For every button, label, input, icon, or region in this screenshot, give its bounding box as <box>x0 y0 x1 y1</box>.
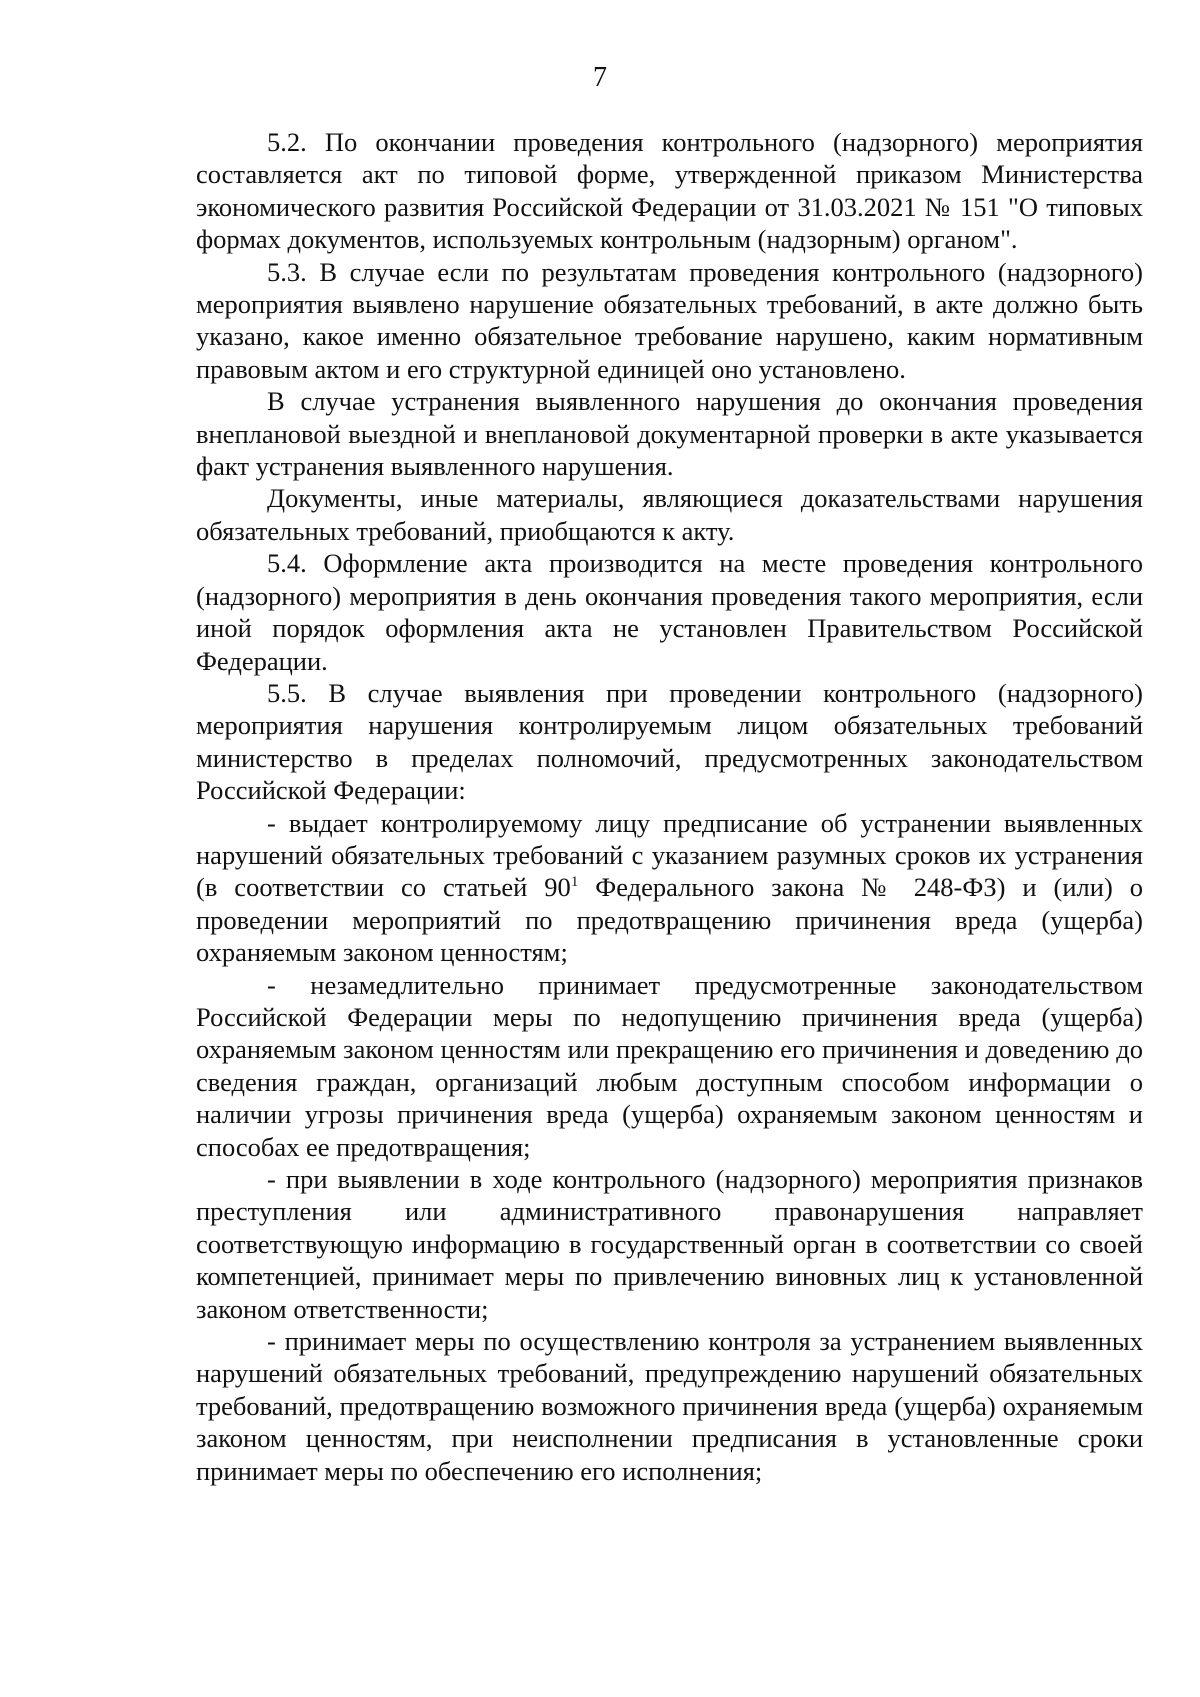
footnote-superscript: 1 <box>570 874 579 891</box>
list-item-text: Федерального закона № 248-ФЗ) и (или) о проведении мероприятий по предотвращению причинения вреда (ущерба) охраняемым законом ценностям; <box>196 872 1143 968</box>
paragraph-violation-fix: В случае устранения выявленного нарушения до окончания проведения внеплановой выездной и внеплановой документарной проверки в акте указывается факт устранения выявленного нарушения. <box>196 386 1143 482</box>
list-item-crime-report: - при выявлении в ходе контрольного (надзорного) мероприятия признаков преступления или административного правонарушения направляет соответствующую информацию в государственный орган в соответствии со своей компетенцией, принимает меры по привлечению виновных лиц к установленной законом ответственности; <box>196 1164 1143 1324</box>
list-item-urgent-measures: - незамедлительно принимает предусмотренные законодательством Российской Федерации меры по недопущению причинения вреда (ущерба) охраняемым законом ценностям или прекращению его причинения и доведению до сведения граждан, организаций любым доступным способом информации о наличии угрозы причинения вреда (ущерба) охраняемым законом ценностям и способах ее предотвращения; <box>196 969 1143 1162</box>
list-item-text: - выдает контролируемому лицу предписание об устранении выявленных нарушений обязательных требований с указанием разумных сроков их устранения (в соответствии со статьей 90 <box>196 807 1143 903</box>
list-item-control-measures: - принимает меры по осуществлению контроля за устранением выявленных нарушений обязательных требований, предупреждению нарушений обязательных требований, предотвращению возможного причинения вреда (ущерба) охраняемым законом ценностям, при неисполнении предписания в установленные сроки принимает меры по обеспечению его исполнения; <box>196 1326 1143 1486</box>
paragraph-5-4: 5.4. Оформление акта производится на месте проведения контрольного (надзорного) мероприятия в день окончания проведения такого мероприятия, если иной порядок оформления акта не установлен Правительством Российской Федерации. <box>196 548 1143 676</box>
page-number: 7 <box>593 62 607 93</box>
paragraph-documents: Документы, иные материалы, являющиеся доказательствами нарушения обязательных требований, приобщаются к акту. <box>196 483 1143 546</box>
paragraph-5-5: 5.5. В случае выявления при проведении контрольного (надзорного) мероприятия нарушения контролируемым лицом обязательных требований министерство в пределах полномочий, предусмотренных законодательством Российской Федерации: <box>196 677 1143 806</box>
list-item-issue-order <box>196 807 1143 969</box>
document-body <box>196 126 1143 1487</box>
paragraph-5-3: 5.3. В случае если по результатам проведения контрольного (надзорного) мероприятия выявлено нарушение обязательных требований, в акте должно быть указано, какое именно обязательное требование нарушено, каким нормативным правовым актом и его структурной единицей оно установлено. <box>196 256 1143 384</box>
paragraph-5-2: 5.2. По окончании проведения контрольного (надзорного) мероприятия составляется акт по типовой форме, утвержденной приказом Министерства экономического развития Российской Федерации от 31.03.2021 № 151 "О типовых формах документов, используемых контрольным (надзорным) органом". <box>196 127 1143 255</box>
